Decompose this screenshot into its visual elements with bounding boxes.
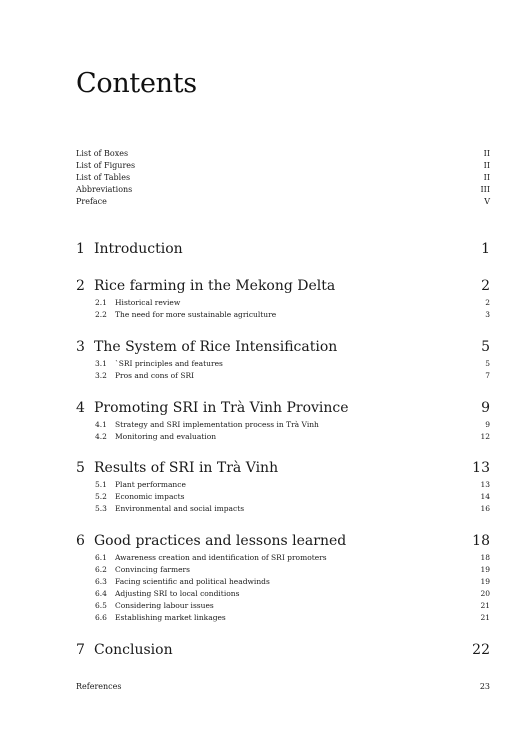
section-row[interactable] xyxy=(76,309,490,321)
chapter-page: 1 xyxy=(481,241,490,257)
front-matter-list xyxy=(76,148,490,208)
section-title: `SRI principles and features xyxy=(115,359,223,368)
references-label: References xyxy=(76,682,122,691)
section-row[interactable] xyxy=(76,576,490,588)
contents-page xyxy=(76,0,490,750)
chapter-title: Promoting SRI in Trà Vinh Province xyxy=(94,400,349,416)
page-title: Contents xyxy=(76,68,197,99)
front-matter-page: II xyxy=(483,173,490,182)
section-list xyxy=(76,479,490,515)
section-row[interactable] xyxy=(76,297,490,309)
section-number: 4.2 xyxy=(95,432,107,441)
section-page: 3 xyxy=(485,310,490,319)
front-matter-item[interactable] xyxy=(76,196,490,208)
section-row[interactable] xyxy=(76,564,490,576)
chapter-number: 7 xyxy=(76,642,85,658)
section-list xyxy=(76,552,490,624)
section-list xyxy=(76,419,490,443)
section-row[interactable] xyxy=(76,370,490,382)
section-number: 4.1 xyxy=(95,420,107,429)
chapter-row[interactable] xyxy=(76,397,490,419)
chapter-number: 3 xyxy=(76,339,85,355)
chapter-title: Good practices and lessons learned xyxy=(94,533,347,549)
chapter-page: 22 xyxy=(472,642,490,658)
section-number: 3.1 xyxy=(95,359,107,368)
chapter-row[interactable] xyxy=(76,457,490,479)
section-page: 18 xyxy=(480,553,490,562)
section-number: 2.1 xyxy=(95,298,107,307)
section-list xyxy=(76,297,490,321)
chapter-page: 2 xyxy=(481,278,490,294)
section-number: 5.3 xyxy=(95,504,107,513)
section-page: 14 xyxy=(480,492,490,501)
section-title: Convincing farmers xyxy=(115,565,190,574)
section-page: 7 xyxy=(485,371,490,380)
section-page: 12 xyxy=(480,432,490,441)
section-page: 9 xyxy=(485,420,490,429)
chapter-row[interactable] xyxy=(76,639,490,661)
chapter-row[interactable] xyxy=(76,336,490,358)
chapter-title: Introduction xyxy=(94,241,183,257)
section-title: Facing scientific and political headwinds xyxy=(115,577,270,586)
section-number: 6.3 xyxy=(95,577,107,586)
section-row[interactable] xyxy=(76,552,490,564)
section-row[interactable] xyxy=(76,358,490,370)
section-title: Strategy and SRI implementation process in Trà Vinh xyxy=(115,420,319,429)
chapter-entry xyxy=(76,397,490,457)
section-number: 6.2 xyxy=(95,565,107,574)
section-number: 6.6 xyxy=(95,613,107,622)
section-number: 6.4 xyxy=(95,589,107,598)
section-page: 19 xyxy=(480,577,490,586)
section-number: 2.2 xyxy=(95,310,107,319)
section-number: 5.2 xyxy=(95,492,107,501)
chapter-entry xyxy=(76,336,490,397)
front-matter-item[interactable] xyxy=(76,172,490,184)
section-page: 19 xyxy=(480,565,490,574)
section-title: Awareness creation and identification of SRI promoters xyxy=(115,553,327,562)
front-matter-label: Abbreviations xyxy=(76,185,133,194)
references-entry[interactable] xyxy=(76,681,490,693)
section-page: 16 xyxy=(480,504,490,513)
front-matter-label: List of Boxes xyxy=(76,149,129,158)
front-matter-page: III xyxy=(480,185,490,194)
chapter-title: The System of Rice Intensification xyxy=(94,339,338,355)
section-page: 5 xyxy=(485,359,490,368)
section-number: 3.2 xyxy=(95,371,107,380)
section-row[interactable] xyxy=(76,588,490,600)
chapter-number: 6 xyxy=(76,533,85,549)
section-number: 6.5 xyxy=(95,601,107,610)
section-page: 21 xyxy=(480,601,490,610)
chapter-number: 5 xyxy=(76,460,85,476)
references-page: 23 xyxy=(479,682,490,691)
chapter-title: Rice farming in the Mekong Delta xyxy=(94,278,336,294)
front-matter-item[interactable] xyxy=(76,184,490,196)
section-title: Establishing market linkages xyxy=(115,613,226,622)
chapter-entry xyxy=(76,275,490,336)
front-matter-page: II xyxy=(483,149,490,158)
section-title: The need for more sustainable agriculture xyxy=(115,310,277,319)
chapter-list xyxy=(76,238,490,669)
front-matter-label: List of Figures xyxy=(76,161,136,170)
chapter-entry xyxy=(76,530,490,639)
section-list xyxy=(76,358,490,382)
section-page: 2 xyxy=(485,298,490,307)
section-row[interactable] xyxy=(76,431,490,443)
section-page: 20 xyxy=(480,589,490,598)
chapter-number: 1 xyxy=(76,241,85,257)
section-title: Monitoring and evaluation xyxy=(115,432,217,441)
section-title: Pros and cons of SRI xyxy=(115,371,195,380)
section-title: Considering labour issues xyxy=(115,601,214,610)
chapter-page: 13 xyxy=(472,460,490,476)
chapter-entry xyxy=(76,457,490,530)
chapter-number: 4 xyxy=(76,400,85,416)
front-matter-page: V xyxy=(484,197,490,206)
chapter-page: 5 xyxy=(481,339,490,355)
chapter-row[interactable] xyxy=(76,238,490,260)
chapter-page: 18 xyxy=(472,533,490,549)
section-title: Environmental and social impacts xyxy=(115,504,245,513)
front-matter-page: II xyxy=(483,161,490,170)
chapter-row[interactable] xyxy=(76,530,490,552)
section-number: 6.1 xyxy=(95,553,107,562)
section-title: Adjusting SRI to local conditions xyxy=(115,589,240,598)
chapter-title: Conclusion xyxy=(94,642,173,658)
section-page: 21 xyxy=(480,613,490,622)
section-row[interactable] xyxy=(76,479,490,491)
section-title: Plant performance xyxy=(115,480,186,489)
front-matter-item[interactable] xyxy=(76,148,490,160)
section-row[interactable] xyxy=(76,419,490,431)
chapter-row[interactable] xyxy=(76,275,490,297)
section-page: 13 xyxy=(480,480,490,489)
section-title: Historical review xyxy=(115,298,181,307)
section-row[interactable] xyxy=(76,612,490,624)
section-number: 5.1 xyxy=(95,480,107,489)
chapter-entry xyxy=(76,238,490,275)
chapter-number: 2 xyxy=(76,278,85,294)
chapter-entry xyxy=(76,639,490,669)
section-row[interactable] xyxy=(76,491,490,503)
section-row[interactable] xyxy=(76,503,490,515)
chapter-page: 9 xyxy=(481,400,490,416)
front-matter-label: List of Tables xyxy=(76,173,131,182)
section-title: Economic impacts xyxy=(115,492,185,501)
front-matter-label: Preface xyxy=(76,197,107,206)
chapter-title: Results of SRI in Trà Vinh xyxy=(94,460,279,476)
front-matter-item[interactable] xyxy=(76,160,490,172)
section-row[interactable] xyxy=(76,600,490,612)
